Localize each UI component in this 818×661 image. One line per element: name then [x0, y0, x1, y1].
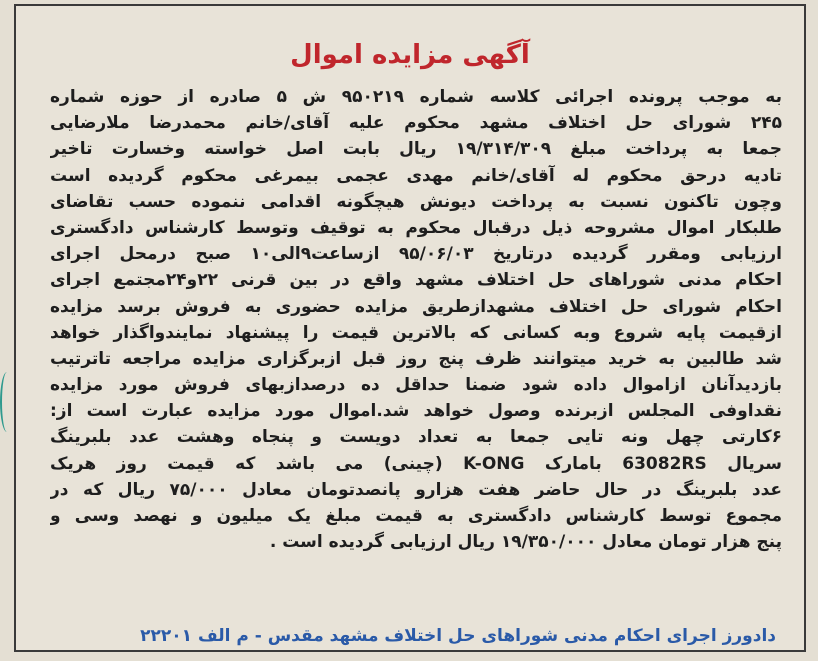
notice-title: آگهی مزایده اموال: [290, 40, 530, 70]
margin-mark: [0, 372, 14, 432]
notice-frame: [14, 4, 806, 652]
notice-line: تادیه درحق محکوم له آقای/خانم مهدی عجمی بیمرغی محکوم گردیده است: [50, 165, 782, 186]
notice-line: ارزیابی ومقرر گردیده درتاریخ ۹۵/۰۶/۰۳ ازساعت۹الی۱۰ صبح درمحل اجرای: [50, 244, 782, 265]
notice-line: بازدیدآنان ازاموال داده شود ضمنا حداقل ده درصدازبهای فروش مورد مزایده: [50, 375, 782, 396]
notice-line: عدد بلبرینگ در حال حاضر هفت هزارو پانصدتومان معادل ۷۵/۰۰۰ ریال که در: [50, 479, 782, 500]
notice-line: به موجب پرونده اجرائی کلاسه شماره ۹۵۰۲۱۹ ش ۵ صادره از حوزه شماره: [50, 87, 782, 107]
notice-line: نقداوفی المجلس ازبرنده وصول خواهد شد.اموال مورد مزایده عبارت است از:: [50, 401, 782, 422]
notice-line: طلبکار اموال مشروحه ذیل درقبال محکوم به توقیف وتوسط کارشناس دادگستری: [50, 217, 782, 238]
notice-line: جمعا به پرداخت مبلغ ۱۹/۳۱۴/۳۰۹ ریال بابت اصل خواسته وخسارت تاخیر: [50, 139, 782, 160]
notice-line: سریال 63082RS بامارک K-ONG (چینی) می باشد که قیمت روز هریک: [50, 453, 782, 474]
notice-line: شد طالبین به خرید میتوانند ظرف پنج روز قبل ازبرگزاری مزایده مراجعه تاترتیب: [50, 348, 782, 369]
notice-footer: دادورز اجرای احکام مدنی شوراهای حل اختلاف مشهد مقدس - م الف ۲۲۲۰۱: [140, 626, 776, 646]
notice-line: احکام شورای حل اختلاف مشهدازطریق مزایده حضوری به فروش برسد مزایده: [50, 296, 782, 317]
notice-line: احکام مدنی شوراهای حل اختلاف مشهد واقع در بین قرنی ۲۲و۲۴مجتمع اجرای: [50, 270, 782, 291]
notice-line: ازقیمت پایه شروع وبه کسانی که بالاترین قیمت را پیشنهاد نمایندواگذار خواهد: [50, 322, 782, 343]
notice-line: ۶کارتی چهل ونه تایی جمعا به تعداد دویست و پنجاه وهشت عدد بلبرینگ: [50, 427, 782, 448]
notice-line: وچون تاکنون نسبت به پرداخت دیونش هیچگونه اقدامی ننموده حسب تقاضای: [50, 191, 782, 212]
notice-body: [50, 84, 782, 555]
notice-line-last: پنج هزار تومان معادل ۱۹/۳۵۰/۰۰۰ ریال ارزیابی گردیده است .: [269, 532, 782, 553]
notice-line: ۲۴۵ شورای حل اختلاف مشهد محکوم علیه آقای/خانم محمدرضا ملارضایی: [50, 113, 782, 134]
notice-line: مجموع توسط کارشناس دادگستری به قیمت مبلغ یک میلیون و نهصد وسی و: [50, 506, 782, 526]
